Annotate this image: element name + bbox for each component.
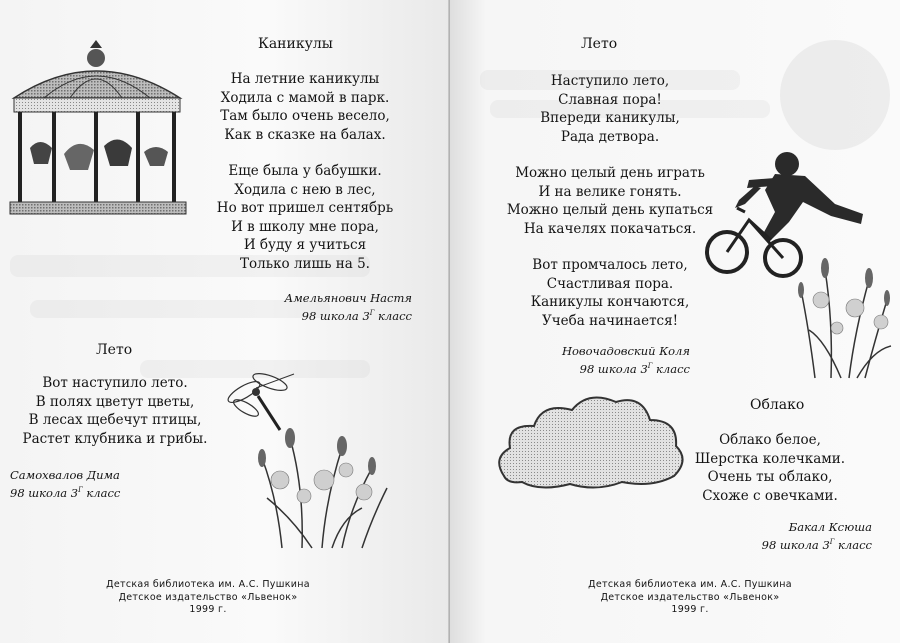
poem1-stanza bbox=[200, 70, 410, 144]
poem4-author bbox=[762, 520, 872, 553]
publisher-name: Детское издательство «Львенок» bbox=[600, 591, 780, 603]
poem3-stanza bbox=[490, 256, 730, 330]
poem1-stanza bbox=[200, 162, 410, 273]
poem2-title: Лето bbox=[96, 342, 133, 358]
library-name: Детская библиотека им. А.С. Пушкина bbox=[588, 579, 792, 590]
verse-line: Там было очень весело, bbox=[220, 108, 390, 124]
publication-year: 1999 г. bbox=[671, 604, 709, 615]
dragonfly-icon bbox=[225, 370, 294, 430]
verse-line: Вот наступило лето. bbox=[42, 375, 188, 391]
grade-letter: Г bbox=[829, 538, 835, 546]
poem3-stanza bbox=[490, 164, 730, 238]
verse-line: Растет клубника и грибы. bbox=[22, 430, 208, 447]
verse-line: Учеба начинается! bbox=[541, 312, 679, 329]
carousel-illustration bbox=[4, 36, 194, 216]
bleed-through-shadow bbox=[780, 40, 890, 150]
author-school: 98 школа $3^Г$ класс bbox=[579, 361, 690, 376]
poem3-author bbox=[562, 344, 690, 377]
verse-line: В полях цветут цветы, bbox=[35, 393, 195, 410]
author-school: 98 школа $3^Г$ класс bbox=[301, 308, 412, 323]
poem3-body bbox=[490, 72, 730, 348]
library-name: Детская библиотека им. А.С. Пушкина bbox=[106, 579, 310, 590]
poem3-title: Лето bbox=[581, 36, 618, 52]
grade-letter: Г bbox=[78, 486, 83, 494]
author-school: 98 школа $3^Г$ класс bbox=[761, 537, 872, 552]
poem3-stanza bbox=[490, 72, 730, 146]
verse-line: Рада детвора. bbox=[560, 128, 660, 145]
verse-line: Схоже с овечками. bbox=[702, 487, 838, 504]
verse-line: Каникулы кончаются, bbox=[530, 294, 690, 310]
grade-letter: Г bbox=[369, 309, 375, 317]
verse-line: Еще была у бабушки. bbox=[228, 163, 382, 179]
verse-line: Шерстка колечками. bbox=[694, 450, 846, 467]
verse-line: Как в сказке на балах. bbox=[224, 126, 386, 143]
poem1-body bbox=[200, 70, 410, 291]
cloud-illustration bbox=[492, 388, 690, 492]
verse-line: Наступило лето, bbox=[550, 73, 670, 89]
poem1-author bbox=[285, 291, 413, 324]
verse-line: Облако белое, bbox=[719, 432, 821, 448]
verse-line: И буду я учиться bbox=[243, 237, 367, 253]
author-name: Бакал Ксюша bbox=[788, 520, 872, 534]
verse-line: Только лишь на 5. bbox=[240, 255, 370, 272]
verse-line: Но вот пришел сентябрь bbox=[216, 200, 394, 216]
verse-line: Вот промчалось лето, bbox=[532, 257, 688, 273]
poem4-body bbox=[690, 431, 850, 505]
verse-line: Можно целый день купаться bbox=[506, 202, 714, 218]
verse-line: Ходила с нею в лес, bbox=[234, 181, 376, 198]
publisher-name: Детское издательство «Львенок» bbox=[118, 591, 298, 603]
verse-line: Счастливая пора. bbox=[546, 275, 674, 292]
poem1-title: Каникулы bbox=[258, 36, 333, 52]
verse-line: И на велике гонять. bbox=[538, 183, 682, 200]
right-page bbox=[450, 0, 900, 643]
verse-line: Можно целый день играть bbox=[515, 165, 705, 181]
dragonfly-flowers-illustration bbox=[222, 368, 402, 553]
author-name: Новочадовский Коля bbox=[561, 344, 690, 358]
verse-line: На летние каникулы bbox=[230, 71, 380, 87]
verse-line: В лесах щебечут птицы, bbox=[28, 412, 202, 428]
author-name: Самохвалов Дима bbox=[10, 468, 120, 482]
verse-line: И в школу мне пора, bbox=[231, 218, 379, 235]
verse-line: Впереди каникулы, bbox=[540, 110, 680, 126]
grade-letter: Г bbox=[647, 362, 653, 370]
verse-line: Очень ты облако, bbox=[707, 469, 833, 485]
author-school: 98 школа $3^Г$ класс bbox=[10, 485, 121, 500]
verse-line: Ходила с мамой в парк. bbox=[220, 89, 390, 106]
poem2-author bbox=[10, 468, 120, 501]
bicycle-boy-illustration bbox=[705, 150, 895, 380]
poem2-body bbox=[20, 374, 210, 448]
verse-line: На качелях покачаться. bbox=[523, 220, 697, 237]
left-page-footer bbox=[88, 579, 328, 617]
author-name: Амельянович Настя bbox=[284, 291, 412, 305]
poem4-title: Облако bbox=[750, 397, 805, 413]
right-page-footer bbox=[570, 579, 810, 617]
verse-line: Славная пора! bbox=[558, 91, 662, 108]
publication-year: 1999 г. bbox=[189, 604, 227, 615]
